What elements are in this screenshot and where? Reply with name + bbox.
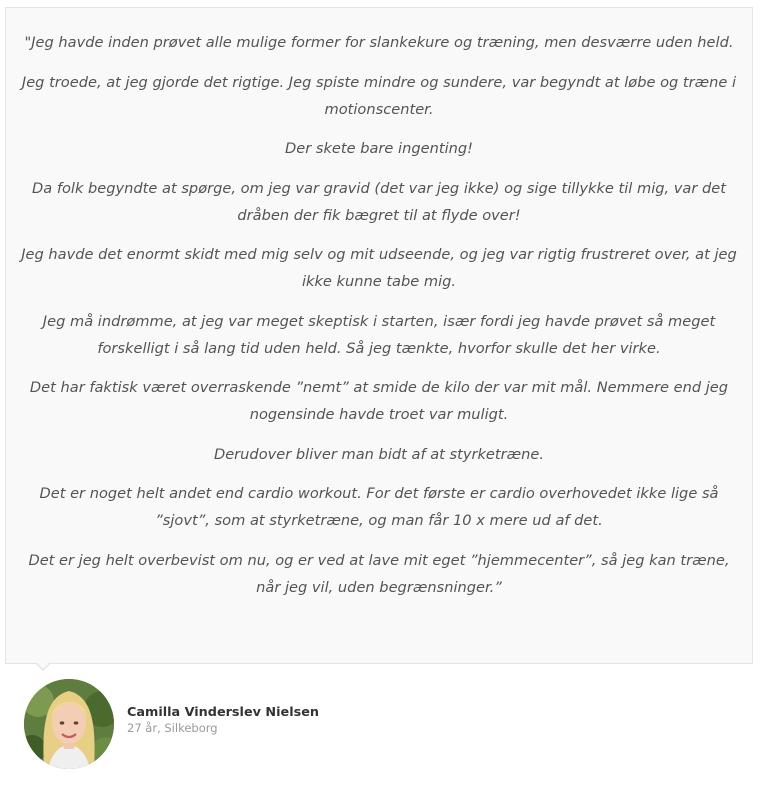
quote-paragraph: Jeg må indrømme, at jeg var meget skeptisk i starten, især fordi jeg havde prøvet så meget forskelligt i så lang tid uden held. Så jeg tænkte, hvorfor skulle det her virke. <box>42 312 716 357</box>
quote-paragraph: Jeg havde det enormt skidt med mig selv og mit udseende, og jeg var rigtig frustreret over, at jeg ikke kunne tabe mig. <box>21 246 737 290</box>
quote-paragraph: Jeg troede, at jeg gjorde det rigtige. Jeg spiste mindre og sundere, var begyndt at løbe og træne i motionscenter. <box>21 73 737 118</box>
testimonial-author <box>24 679 319 769</box>
quote-paragraph: Der skete bare ingenting! <box>285 140 473 157</box>
testimonial-quote-box <box>5 7 753 664</box>
quote-paragraph: Det har faktisk været overraskende ”nemt” at smide de kilo der var mit mål. Nemmere end jeg nogensinde havde troet var muligt. <box>29 379 729 423</box>
quote-pointer <box>35 663 51 671</box>
quote-paragraph: Da folk begyndte at spørge, om jeg var gravid (det var jeg ikke) og sige tillykke til mig, var det dråben der fik bægret til at flyde over! <box>32 179 726 224</box>
quote-paragraph: Det er noget helt andet end cardio workout. For det første er cardio overhovedet ikke lige så ”sjovt”, som at styrketræne, og man får 10 x mere ud af det. <box>39 485 719 529</box>
quote-paragraph: Det er jeg helt overbevist om nu, og er ved at lave mit eget ”hjemmecenter”, så jeg kan træne, når jeg vil, uden begrænsninger.” <box>28 551 730 596</box>
author-meta: 27 år, Silkeborg <box>127 720 218 735</box>
avatar <box>24 679 114 769</box>
quote-paragraph: "Jeg havde inden prøvet alle mulige former for slankekure og træning, men desværre uden held. <box>24 34 734 51</box>
avatar-portrait-image <box>24 679 114 769</box>
quote-paragraph: Derudover bliver man bidt af at styrketræne. <box>213 445 545 463</box>
author-details <box>127 705 319 736</box>
author-name: Camilla Vinderslev Nielsen <box>127 704 319 720</box>
